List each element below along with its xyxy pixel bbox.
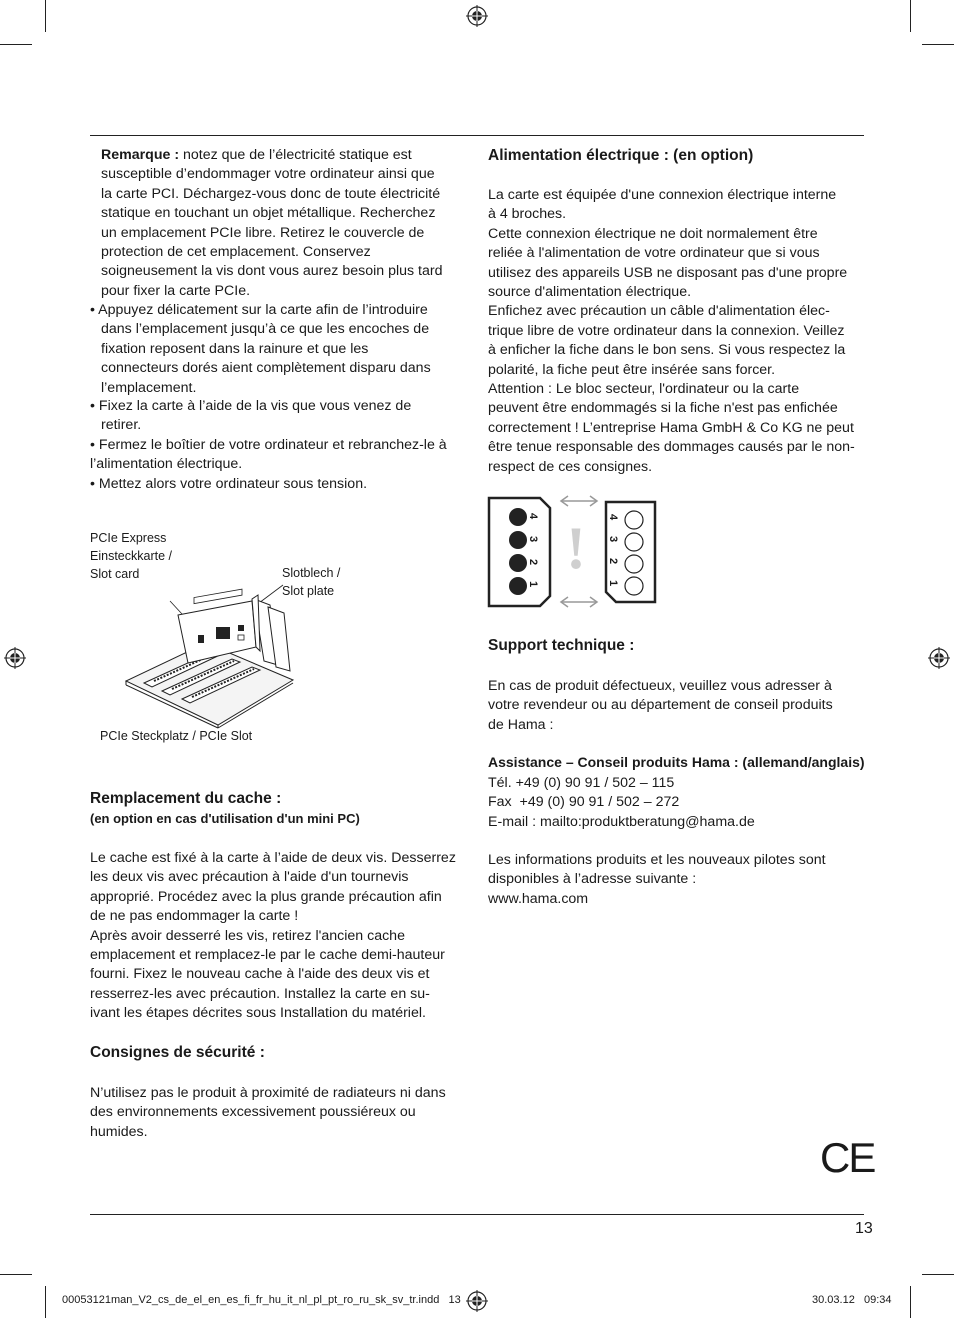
power-title: Alimentation électrique : (en option) bbox=[488, 147, 754, 164]
crop-mark bbox=[922, 1274, 954, 1275]
footer-filename: 00053121man_V2_cs_de_el_en_es_fi_fr_hu_it_nl_pl_pt_ro_ru_sk_sv_tr.indd 13 bbox=[62, 1294, 461, 1306]
registration-mark-icon bbox=[4, 647, 26, 669]
crop-mark bbox=[910, 1286, 911, 1318]
crop-mark bbox=[910, 0, 911, 32]
pin-label: 3 bbox=[527, 535, 540, 543]
top-rule bbox=[90, 135, 864, 136]
footer-datetime: 30.03.12 09:34 bbox=[812, 1294, 892, 1306]
ce-mark: CE bbox=[820, 1134, 875, 1181]
crop-mark bbox=[922, 44, 954, 45]
note-paragraph bbox=[101, 146, 466, 301]
crop-mark bbox=[45, 1286, 46, 1318]
registration-mark-icon bbox=[466, 5, 488, 27]
figure-label-slot: PCIe Steckplatz / PCIe Slot bbox=[100, 729, 253, 743]
note-line: pour fixer la carte PCIe. bbox=[101, 282, 251, 299]
bullet-insert-card: • Appuyez délicatement sur la carte afin de l’introduire dans l’emplacement jusqu’à ce que les encoches de fixation reposent dans la rainure et que les connecteurs dorés aient complètement disparu dans l’emplacement. bbox=[90, 302, 431, 396]
figure-label-card: PCIe Express Einsteckkarte / Slot card bbox=[90, 531, 172, 581]
bullet-power-on: • Mettez alors votre ordinateur sous tension. bbox=[90, 476, 368, 492]
assistance-title: Assistance – Conseil produits Hama : (allemand/anglais) bbox=[488, 754, 865, 770]
crop-mark bbox=[0, 1274, 32, 1275]
pin-label: 2 bbox=[527, 558, 540, 566]
registration-mark-icon bbox=[928, 647, 950, 669]
contact-details: Tél. +49 (0) 90 91 / 502 – 115 Fax +49 (0) 90 91 / 502 – 272 E-mail : mailto:produktberatung@hama.de bbox=[488, 775, 755, 830]
note-line: statique en touchant un objet métallique. Recherchez bbox=[101, 205, 436, 222]
safety-title: Consignes de sécurité : bbox=[90, 1044, 265, 1061]
pin-label: 2 bbox=[607, 557, 620, 565]
bullet-close-case: • Fermez le boîtier de votre ordinateur et rebranchez-le à l’alimentation électrique. bbox=[90, 437, 447, 473]
note-line: Remarque : notez que de l’électricité statique est bbox=[101, 147, 412, 163]
pin-label: 4 bbox=[607, 513, 620, 521]
note-label: Remarque : bbox=[101, 147, 180, 163]
cache-subtitle: (en option en cas d'utilisation d'un mini PC) bbox=[90, 811, 360, 826]
bullet-fix-card: • Fixez la carte à l’aide de la vis que vous venez de retirer. bbox=[90, 398, 412, 434]
note-line: protection de cet emplacement. Conservez bbox=[101, 244, 371, 261]
support-paragraph: En cas de produit défectueux, veuillez vous adresser à votre revendeur ou au département de conseil produits de Hama : bbox=[488, 678, 833, 733]
pin-label: 3 bbox=[607, 535, 620, 543]
safety-paragraph: N’utilisez pas le produit à proximité de radiateurs ni dans des environnements excessivement poussiéreux ou humides. bbox=[90, 1085, 446, 1140]
figure-label-plate: Slotblech / Slot plate bbox=[282, 566, 341, 598]
info-paragraph: Les informations produits et les nouveaux pilotes sont disponibles à l’adresse suivante : www.hama.com bbox=[488, 852, 826, 907]
note-line: un emplacement PCIe libre. Retirez le couvercle de bbox=[101, 224, 425, 241]
crop-mark bbox=[45, 0, 46, 32]
cache-title: Remplacement du cache : bbox=[90, 790, 282, 807]
warning-mark: ! bbox=[566, 515, 586, 581]
registration-mark-icon bbox=[466, 1290, 488, 1312]
crop-mark bbox=[0, 44, 32, 45]
pcie-card-illustration bbox=[118, 585, 308, 730]
bottom-rule bbox=[90, 1214, 864, 1215]
pin-label: 1 bbox=[527, 580, 540, 588]
note-line: susceptible d’endommager votre ordinateur ainsi que bbox=[101, 166, 435, 183]
power-paragraph: La carte est équipée d'une connexion électrique interne à 4 broches. Cette connexion électrique ne doit normalement être reliée à l'alimentation de votre ordinateur que si vous utilisez des appareils USB ne disposant pas d'une propre source d'alimentation électrique. Enfichez avec précaution un câble d'alimentation élec- trique libre de votre ordinateur dans la connexion. Veillez à enficher la fiche dans le bon sens. Si vous respectez la polarité, la fiche peut être insérée sans forcer. Attention : Le bloc secteur, l'ordinateur ou la carte peuvent être endommagés si la fiche n'est pas enfichée correctement ! L’entreprise Hama GmbH & Co KG ne peut être tenue responsable des dommages causés par le non- respect de ces consignes. bbox=[488, 187, 855, 475]
note-line: soigneusement la vis dont vous aurez besoin plus tard bbox=[101, 263, 443, 280]
pin-label: 1 bbox=[607, 579, 620, 587]
pin-label: 4 bbox=[527, 512, 540, 520]
support-title: Support technique : bbox=[488, 637, 635, 654]
page-number: 13 bbox=[855, 1220, 873, 1237]
cache-paragraph: Le cache est fixé à la carte à l’aide de deux vis. Desserrez les deux vis avec précaution à l'aide d'un tournevis approprié. Procédez avec la plus grande précaution afin de ne pas endommager la carte ! Après avoir desserré les vis, retirez l'ancien cache emplacement et remplacez-le par le cache demi-hauteur fourni. Fixez le nouveau cache à l'aide des deux vis et resserrez-les avec précaution. Installez la carte en su- ivant les étapes décrites sous Installation du matériel. bbox=[90, 850, 456, 1022]
note-line: la carte PCI. Déchargez-vous donc de toute électricité bbox=[101, 185, 441, 202]
